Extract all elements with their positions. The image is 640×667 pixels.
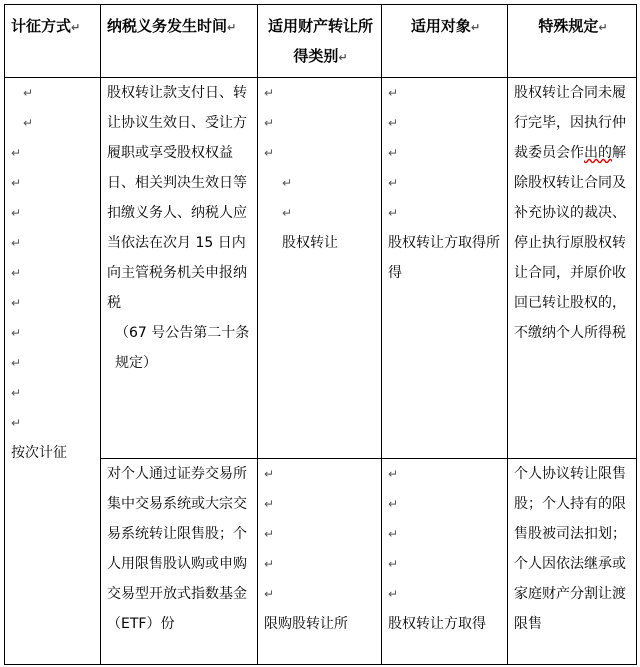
special-text-2: 个人协议转让限售股；个人持有的限售股被司法扣划；个人因依法继承或家庭财产分割让渡限售 (514, 466, 626, 632)
special-text-1a: 股权转让合同未履行完毕，因执行仲裁委员会作 (514, 85, 626, 161)
paragraph-mark: ↵ (388, 146, 399, 160)
paragraph-mark: ↵ (11, 146, 22, 160)
paragraph-mark: ↵ (11, 236, 22, 250)
paragraph-mark: ↵ (388, 587, 399, 601)
special-cell-1 (508, 78, 637, 459)
paragraph-mark: ↵ (264, 86, 275, 100)
paragraph-mark: ↵ (11, 326, 22, 340)
special-text-1c: 解除股权转让合同及补充协议的裁决、停止执行原股权转让合同，并原价收回已转让股权的，不缴纳个人所得税 (514, 145, 626, 341)
paragraph-mark: ↵ (11, 266, 22, 280)
special-text-1b: 出的 (584, 145, 612, 161)
special-cell-2 (508, 459, 637, 665)
time-cell-1 (101, 78, 258, 459)
paragraph-mark: ↵ (264, 527, 275, 541)
paragraph-mark: ↵ (388, 176, 399, 190)
target-text-2: 股权转让方取得 (388, 616, 486, 632)
paragraph-mark: ↵ (470, 21, 481, 34)
paragraph-mark: ↵ (11, 296, 22, 310)
paragraph-mark: ↵ (23, 116, 34, 130)
category-cell-2 (258, 459, 382, 665)
paragraph-mark: ↵ (227, 21, 237, 34)
paragraph-mark: ↵ (11, 356, 22, 370)
header-cell-category (258, 5, 382, 78)
paragraph-mark: ↵ (388, 116, 399, 130)
paragraph-mark: ↵ (11, 416, 22, 430)
paragraph-mark: ↵ (264, 497, 275, 511)
header-cell-time (101, 5, 258, 78)
time-text-2: 对个人通过证券交易所集中交易系统或大宗交易系统转让限售股；个人用限售股认购或申购交易型开放式指数基金（ETF）份 (107, 466, 247, 632)
paragraph-mark: ↵ (388, 467, 399, 481)
paragraph-mark: ↵ (388, 86, 399, 100)
time-text-1: 股权转让款支付日、转让协议生效日、受让方履职或享受股权权益日、相关判决生效日等扣缴义务人、纳税人应当依法在次月 15 日内向主管税务机关申报纳税 (107, 85, 247, 311)
paragraph-mark: ↵ (264, 557, 275, 571)
paragraph-mark: ↵ (388, 206, 399, 220)
category-cell-1 (258, 78, 382, 459)
tax-rules-table (4, 4, 637, 665)
target-text-1: 股权转让方取得所得 (388, 235, 500, 281)
paragraph-mark: ↵ (264, 467, 275, 481)
paragraph-mark: ↵ (598, 21, 608, 34)
header-category: 适用财产转让所得类别 (267, 17, 373, 65)
paragraph-mark: ↵ (282, 176, 293, 190)
target-cell-1 (382, 78, 508, 459)
table-row-equity-transfer (5, 78, 637, 459)
header-cell-target (382, 5, 508, 78)
header-target: 适用对象 (410, 17, 471, 35)
paragraph-mark: ↵ (388, 527, 399, 541)
paragraph-mark: ↵ (264, 587, 275, 601)
time-cell-2 (101, 459, 258, 665)
header-cell-special (508, 5, 637, 78)
header-time: 纳税义务发生时间 (107, 17, 228, 35)
paragraph-mark: ↵ (264, 116, 275, 130)
method-text: 按次计征 (11, 445, 67, 461)
paragraph-mark: ↵ (11, 206, 22, 220)
table-header-row (5, 5, 637, 78)
paragraph-mark: ↵ (388, 557, 399, 571)
category-text-2: 限购股转让所 (264, 616, 348, 632)
header-cell-method (5, 5, 101, 78)
paragraph-mark: ↵ (338, 51, 348, 64)
paragraph-mark: ↵ (388, 497, 399, 511)
paragraph-mark: ↵ (11, 176, 22, 190)
header-special: 特殊规定 (538, 17, 599, 35)
paragraph-mark: ↵ (11, 386, 22, 400)
category-text-1: 股权转让 (282, 235, 338, 251)
header-method: 计征方式 (11, 17, 72, 35)
paragraph-mark: ↵ (23, 86, 34, 100)
target-cell-2 (382, 459, 508, 665)
method-cell (5, 78, 101, 665)
paragraph-mark: ↵ (282, 206, 293, 220)
time-note-1: （67 号公告第二十条规定） (115, 325, 250, 371)
paragraph-mark: ↵ (71, 21, 81, 34)
paragraph-mark: ↵ (264, 146, 275, 160)
